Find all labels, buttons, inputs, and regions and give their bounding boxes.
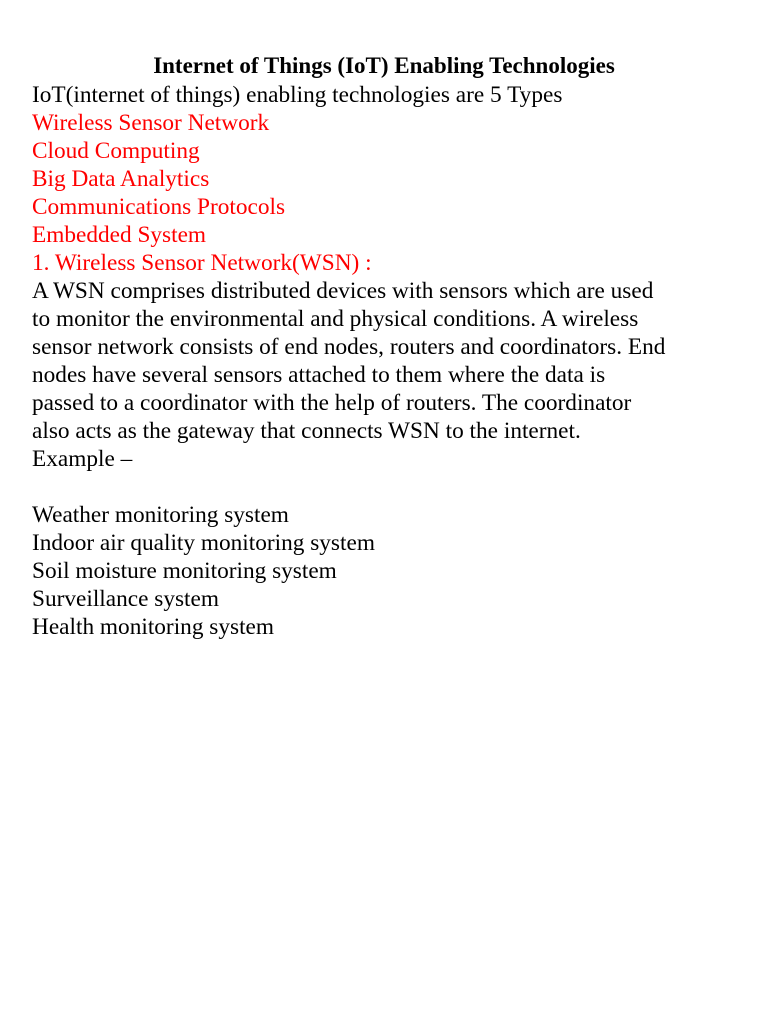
technology-list <box>32 109 744 249</box>
paragraph-line: to monitor the environmental and physical conditions. A wireless <box>32 306 639 332</box>
example-item: Surveillance system <box>32 586 219 612</box>
section-heading: 1. Wireless Sensor Network(WSN) : <box>32 250 372 276</box>
example-item: Health monitoring system <box>32 614 275 640</box>
paragraph-line: also acts as the gateway that connects WSN to the internet. <box>32 418 581 444</box>
example-label: Example – <box>32 446 133 472</box>
example-item: Weather monitoring system <box>32 502 289 528</box>
example-item: Soil moisture monitoring system <box>32 558 337 584</box>
wsn-paragraph <box>32 277 744 445</box>
document-body <box>32 81 744 641</box>
paragraph-line: passed to a coordinator with the help of routers. The coordinator <box>32 390 632 416</box>
technology-item: Embedded System <box>32 222 207 248</box>
document-title: Internet of Things (IoT) Enabling Technologies <box>153 53 615 78</box>
technology-item: Big Data Analytics <box>32 166 210 192</box>
paragraph-line: sensor network consists of end nodes, routers and coordinators. End <box>32 334 666 360</box>
blank-line <box>32 473 744 501</box>
technology-item: Cloud Computing <box>32 138 200 164</box>
technology-item: Communications Protocols <box>32 194 286 220</box>
paragraph-line: nodes have several sensors attached to them where the data is <box>32 362 606 388</box>
example-list <box>32 501 744 641</box>
intro-line: IoT(internet of things) enabling technologies are 5 Types <box>32 82 563 108</box>
technology-item: Wireless Sensor Network <box>32 110 270 136</box>
paragraph-line: A WSN comprises distributed devices with sensors which are used <box>32 278 654 304</box>
example-item: Indoor air quality monitoring system <box>32 530 375 556</box>
